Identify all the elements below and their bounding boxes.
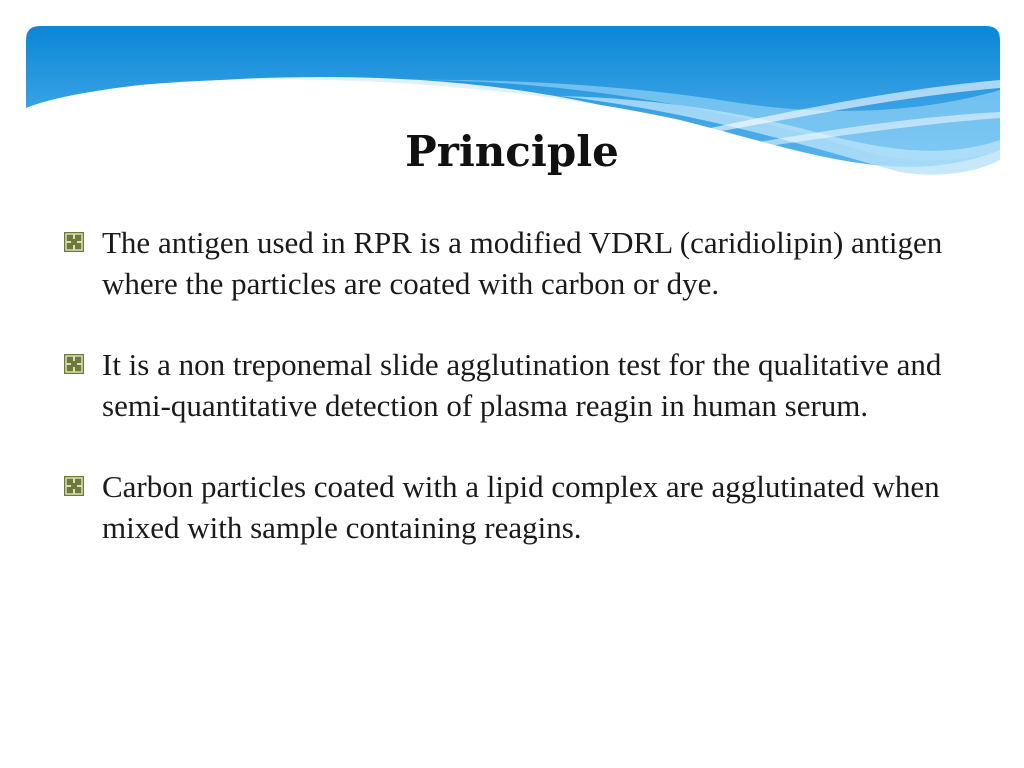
bullet-list (60, 222, 980, 588)
cross-square-icon (64, 232, 84, 252)
bullet-text: Carbon particles coated with a lipid complex are agglutinated when mixed with sample containing reagins. (102, 469, 940, 545)
cross-square-icon (64, 476, 84, 496)
list-item (60, 466, 980, 548)
slide-title: Principle (405, 127, 619, 176)
list-item (60, 222, 980, 304)
bullet-text: It is a non treponemal slide agglutination test for the qualitative and semi-quantitative detection of plasma reagin in human serum. (102, 347, 942, 423)
bullet-text: The antigen used in RPR is a modified VDRL (caridiolipin) antigen where the particles are coated with carbon or dye. (102, 225, 943, 301)
cross-square-icon (64, 354, 84, 374)
list-item (60, 344, 980, 426)
